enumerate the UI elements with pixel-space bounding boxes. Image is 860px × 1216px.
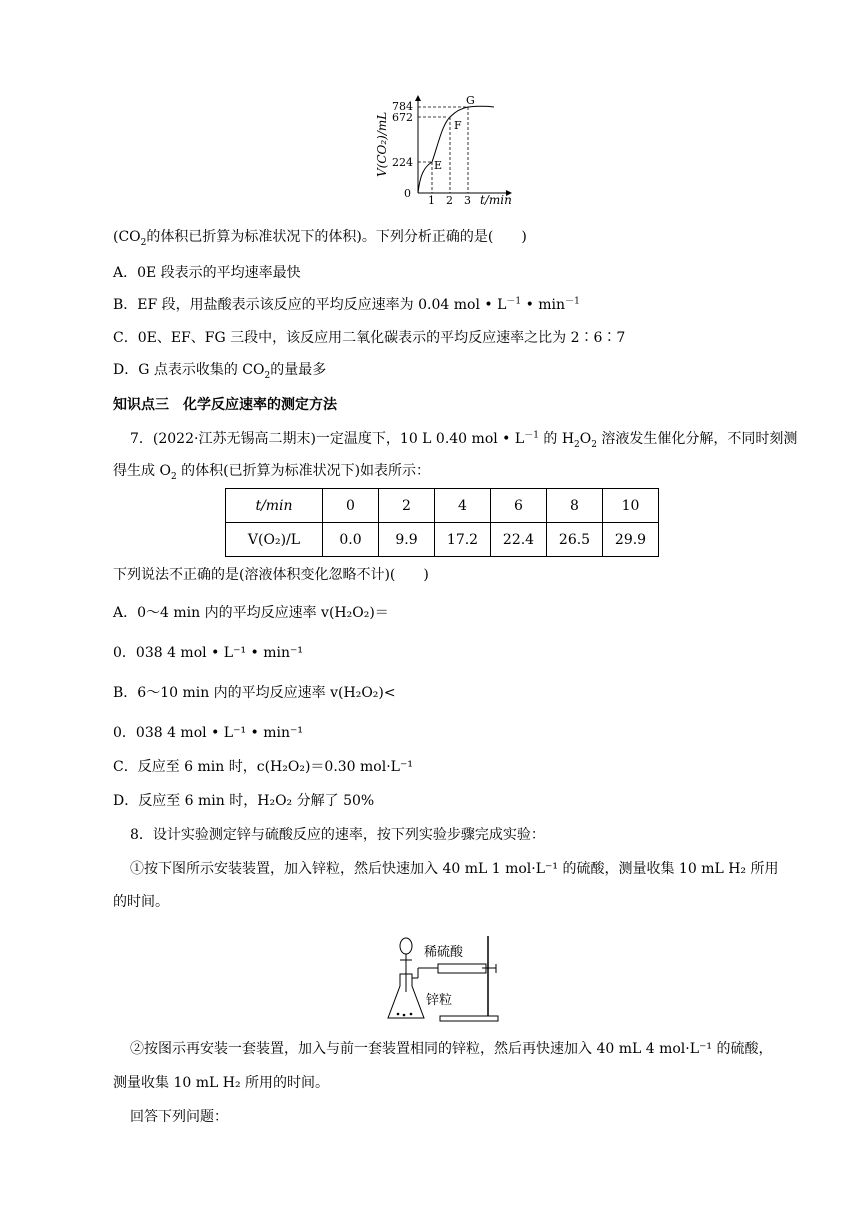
x-axis-label: t/min [480, 193, 512, 207]
q7-option-b-line2: 0．038 4 mol • L⁻¹ • min⁻¹ [113, 725, 304, 741]
table-row [226, 523, 659, 557]
table-cell: 6 [491, 489, 547, 523]
x-tick-3: 3 [464, 194, 471, 207]
q8-step2-line1: ②按图示再安装一套装置，加入与前一套装置相同的锌粒，然后再快速加入 40 mL 4 mol·L⁻¹ 的硫酸， [130, 1041, 773, 1057]
q7-option-a-line1: A．0～4 min 内的平均反应速率 v(H₂O₂)＝ [113, 605, 389, 621]
table-cell: 17.2 [435, 523, 491, 557]
point-g: G [466, 95, 475, 107]
q7-option-a-line2: 0．038 4 mol • L⁻¹ • min⁻¹ [113, 645, 304, 661]
y-tick-784: 784 [392, 100, 413, 113]
co2-volume-graph [368, 95, 528, 207]
q7-option-b-line1: B．6～10 min 内的平均反应速率 v(H₂O₂)< [113, 685, 396, 701]
q7-option-d: D．反应至 6 min 时，H₂O₂ 分解了 50% [113, 793, 375, 809]
x-tick-1: 1 [428, 194, 435, 207]
y-tick-224: 224 [392, 156, 413, 169]
q8-step2-line2: 测量收集 10 mL H₂ 所用的时间。 [113, 1075, 330, 1091]
y-axis-label: V(CO₂)/mL [375, 111, 389, 177]
q8-answer-prompt: 回答下列问题： [130, 1109, 228, 1125]
table-cell: 26.5 [547, 523, 603, 557]
table-header-time: t/min [226, 489, 323, 523]
table-cell: 0.0 [323, 523, 379, 557]
q6-option-d: D．G 点表示收集的 $CO_2$的量最多 [113, 362, 327, 381]
point-e: E [434, 159, 443, 172]
q7-line2: 得生成 $O_2$ 的体积(已折算为标准状况下)如表所示： [113, 463, 431, 482]
table-cell: 4 [435, 489, 491, 523]
section-title: 知识点三 化学反应速率的测定方法 [113, 397, 337, 413]
label-dilute-sulfuric-acid: 稀硫酸 [424, 945, 464, 960]
q6-option-a: A．0E 段表示的平均速率最快 [113, 265, 301, 281]
y-axis-arrow [415, 95, 421, 101]
q7-line1: 7．(2022·江苏无锡高二期末)一定温度下，10 L 0.40 mol • $L^{-1}$ 的 $H_2O_2$ 溶液发生催化分解，不同时刻测 [130, 430, 798, 450]
point-f: F [454, 119, 462, 132]
q6-stem: ($CO_2$的体积已折算为标准状况下的体积)。下列分析正确的是( ) [113, 229, 527, 248]
o2-volume-table [225, 488, 659, 557]
q8-line1: 8．设计实验测定锌与硫酸反应的速率，按下列实验步骤完成实验： [130, 827, 545, 843]
origin-label: 0 [404, 187, 411, 200]
table-cell: 29.9 [603, 523, 659, 557]
table-cell: 22.4 [491, 523, 547, 557]
apparatus-diagram [384, 934, 514, 1026]
table-cell: 0 [323, 489, 379, 523]
x-tick-2: 2 [446, 194, 453, 207]
table-header-volume: V(O₂)/L [226, 523, 323, 557]
q6-option-c: C．0E、EF、FG 三段中，该反应用二氧化碳表示的平均反应速率之比为 2∶6∶7 [113, 330, 626, 346]
q7-ask: 下列说法不正确的是(溶液体积变化忽略不计)( ) [113, 567, 429, 583]
table-cell: 10 [603, 489, 659, 523]
table-cell: 2 [379, 489, 435, 523]
table-cell: 9.9 [379, 523, 435, 557]
q8-step1-line2: 的时间。 [113, 894, 169, 910]
table-row [226, 489, 659, 523]
table-cell: 8 [547, 489, 603, 523]
y-tick-672: 672 [392, 111, 413, 124]
label-zinc-granules: 锌粒 [426, 993, 453, 1008]
q7-option-c: C．反应至 6 min 时，c(H₂O₂)＝0.30 mol·L⁻¹ [113, 759, 413, 775]
q6-option-b: B．EF 段，用盐酸表示该反应的平均反应速率为 0.04 mol • $L^{-1}$ • $\min^{-1}$ [113, 296, 580, 313]
q8-step1-line1: ①按下图所示安装装置，加入锌粒，然后快速加入 40 mL 1 mol·L⁻¹ 的硫酸，测量收集 10 mL H₂ 所用 [130, 861, 779, 877]
